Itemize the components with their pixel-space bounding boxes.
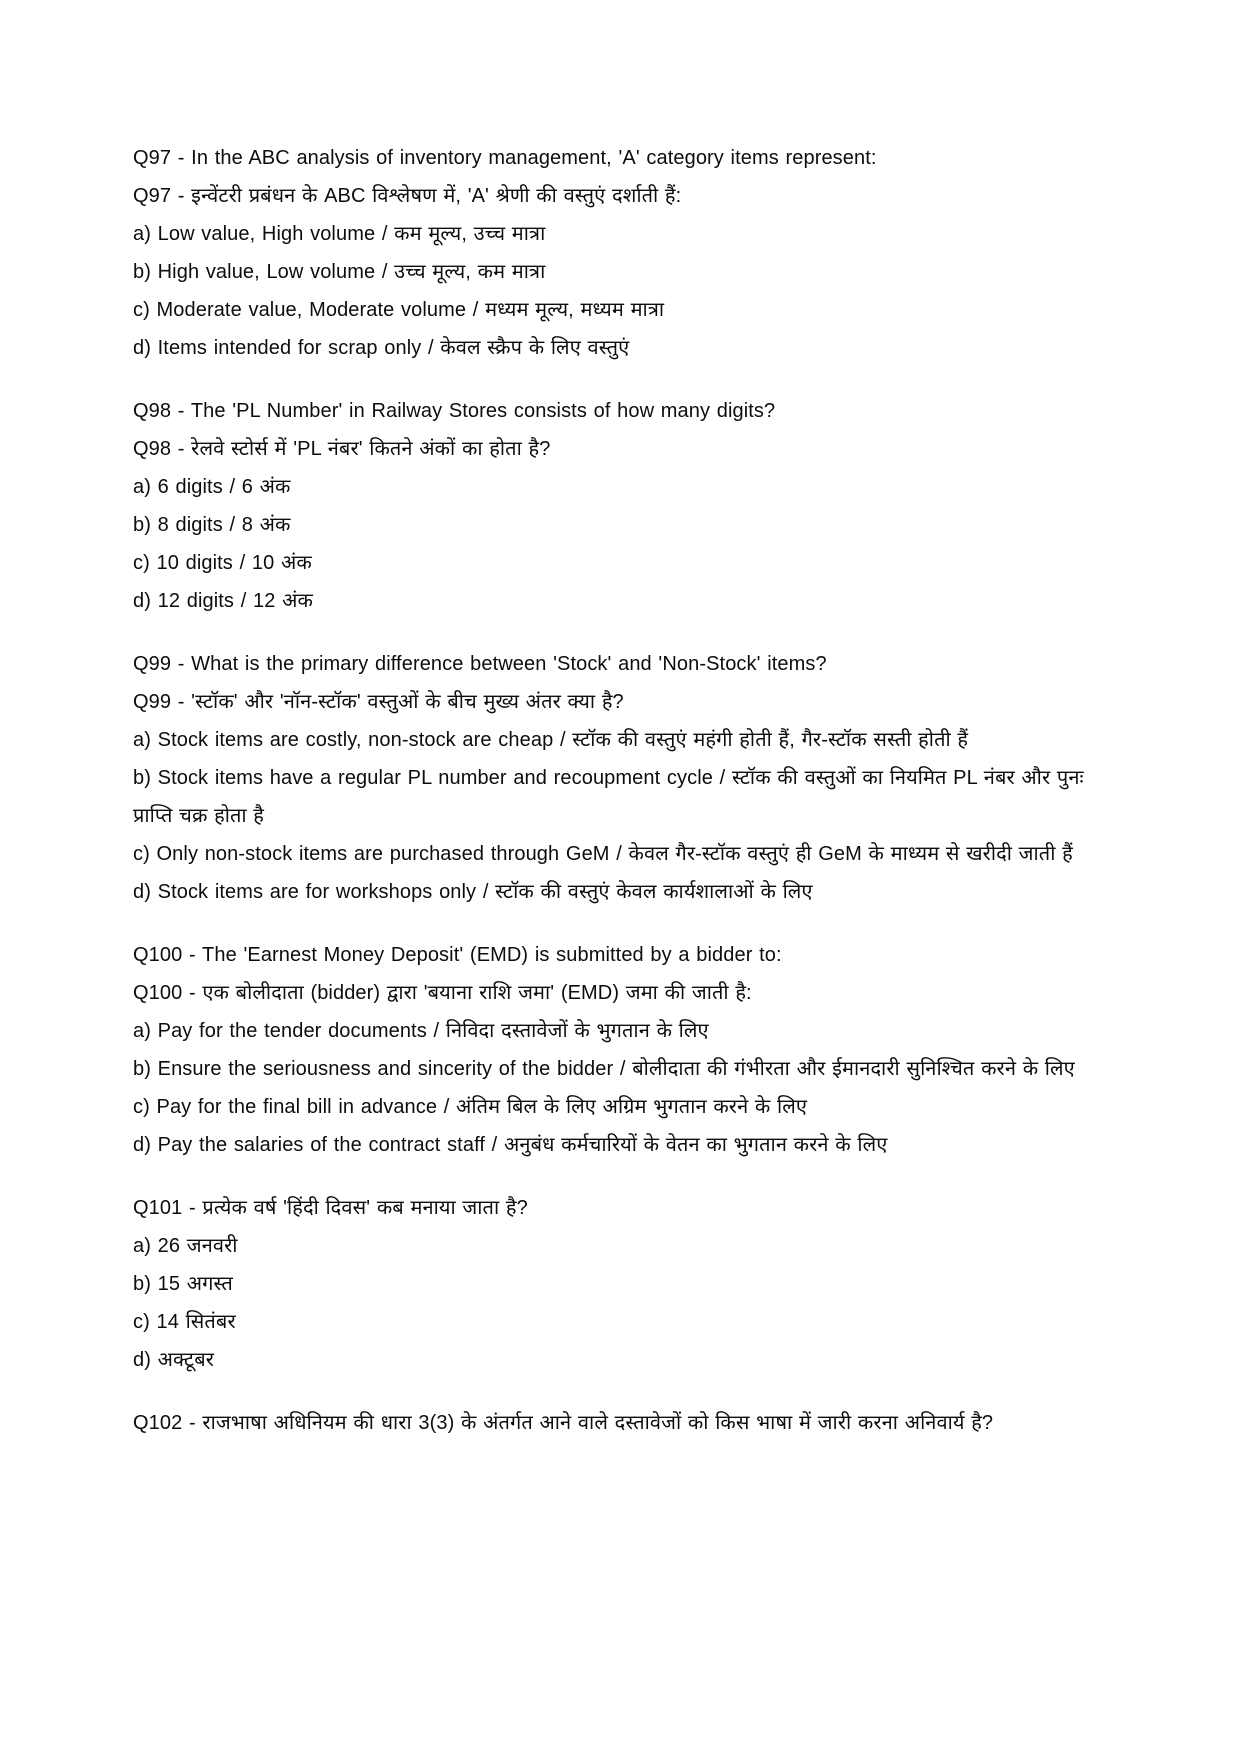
option-c: c) 10 digits / 10 अंक bbox=[133, 552, 312, 574]
option-b: b) Stock items have a regular PL number and recoupment cycle / स्टॉक की वस्तुओं का नियमित PL नंबर और पुनः प्राप्ति चक्र होता है bbox=[133, 767, 1084, 827]
option-d: d) 12 digits / 12 अंक bbox=[133, 590, 313, 612]
question-block-q100 bbox=[133, 936, 1109, 1164]
option-a: a) Pay for the tender documents / निविदा दस्तावेजों के भुगतान के लिए bbox=[133, 1020, 709, 1042]
question-english: Q99 - What is the primary difference between 'Stock' and 'Non-Stock' items? bbox=[133, 653, 827, 675]
option-c: c) 14 सितंबर bbox=[133, 1311, 236, 1333]
option-d: d) अक्टूबर bbox=[133, 1349, 214, 1371]
question-hindi: Q100 - एक बोलीदाता (bidder) द्वारा 'बयाना राशि जमा' (EMD) जमा की जाती है: bbox=[133, 982, 752, 1004]
question-block-q97 bbox=[133, 139, 1109, 367]
option-b: b) 15 अगस्त bbox=[133, 1273, 233, 1295]
option-d: d) Pay the salaries of the contract staff / अनुबंध कर्मचारियों के वेतन का भुगतान करने के लिए bbox=[133, 1134, 888, 1156]
question-hindi: Q101 - प्रत्येक वर्ष 'हिंदी दिवस' कब मनाया जाता है? bbox=[133, 1197, 528, 1219]
option-c: c) Pay for the final bill in advance / अंतिम बिल के लिए अग्रिम भुगतान करने के लिए bbox=[133, 1096, 808, 1118]
question-english: Q98 - The 'PL Number' in Railway Stores consists of how many digits? bbox=[133, 400, 776, 422]
option-a: a) 26 जनवरी bbox=[133, 1235, 238, 1257]
question-hindi: Q97 - इन्वेंटरी प्रबंधन के ABC विश्लेषण में, 'A' श्रेणी की वस्तुएं दर्शाती हैं: bbox=[133, 185, 682, 207]
option-d: d) Stock items are for workshops only / स्टॉक की वस्तुएं केवल कार्यशालाओं के लिए bbox=[133, 881, 813, 903]
question-block-q102 bbox=[133, 1404, 1109, 1442]
option-b: b) Ensure the seriousness and sincerity of the bidder / बोलीदाता की गंभीरता और ईमानदारी सुनिश्चित करने के लिए bbox=[133, 1058, 1075, 1080]
option-a: a) 6 digits / 6 अंक bbox=[133, 476, 291, 498]
question-english: Q100 - The 'Earnest Money Deposit' (EMD) is submitted by a bidder to: bbox=[133, 944, 782, 966]
question-hindi: Q99 - 'स्टॉक' और 'नॉन-स्टॉक' वस्तुओं के बीच मुख्य अंतर क्या है? bbox=[133, 691, 624, 713]
option-c: c) Only non-stock items are purchased through GeM / केवल गैर-स्टॉक वस्तुएं ही GeM के माध्यम से खरीदी जाती हैं bbox=[133, 843, 1073, 865]
option-d: d) Items intended for scrap only / केवल स्क्रैप के लिए वस्तुएं bbox=[133, 337, 630, 359]
question-hindi: Q102 - राजभाषा अधिनियम की धारा 3(3) के अंतर्गत आने वाले दस्तावेजों को किस भाषा में जारी करना अनिवार्य है? bbox=[133, 1412, 994, 1434]
option-a: a) Stock items are costly, non-stock are cheap / स्टॉक की वस्तुएं महंगी होती हैं, गैर-स्टॉक सस्ती होती हैं bbox=[133, 729, 969, 751]
question-hindi: Q98 - रेलवे स्टोर्स में 'PL नंबर' कितने अंकों का होता है? bbox=[133, 438, 551, 460]
option-b: b) High value, Low volume / उच्च मूल्य, कम मात्रा bbox=[133, 261, 546, 283]
question-block-q98 bbox=[133, 392, 1109, 620]
question-english: Q97 - In the ABC analysis of inventory management, 'A' category items represent: bbox=[133, 147, 877, 169]
question-block-q101 bbox=[133, 1189, 1109, 1379]
question-block-q99 bbox=[133, 645, 1109, 911]
option-a: a) Low value, High volume / कम मूल्य, उच्च मात्रा bbox=[133, 223, 546, 245]
option-b: b) 8 digits / 8 अंक bbox=[133, 514, 291, 536]
option-c: c) Moderate value, Moderate volume / मध्यम मूल्य, मध्यम मात्रा bbox=[133, 299, 665, 321]
document-page bbox=[133, 139, 1109, 1467]
